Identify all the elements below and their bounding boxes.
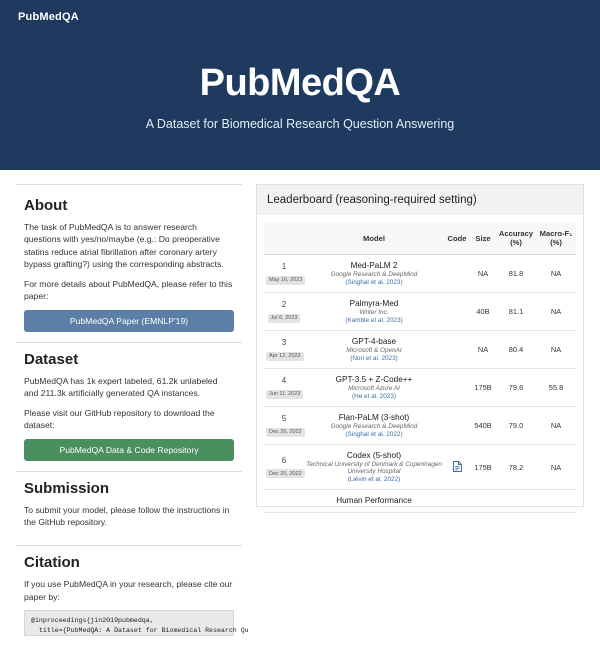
model-cell [304, 407, 444, 445]
column-header-accuracy: Accuracy (%) [496, 222, 536, 255]
submission-date-badge: Apr 12, 2023 [266, 352, 304, 361]
code-document-icon[interactable] [453, 461, 462, 474]
macro-f1-cell: NA [536, 331, 576, 369]
model-cell [304, 369, 444, 407]
repository-link-button[interactable]: PubMedQA Data & Code Repository [24, 439, 234, 461]
table-row [264, 331, 576, 369]
dataset-heading: Dataset [24, 350, 79, 368]
model-cell [304, 445, 444, 490]
model-cell [304, 331, 444, 369]
code-cell[interactable] [444, 445, 470, 490]
model-name: GPT-4-base [351, 337, 397, 346]
model-name: GPT-3.5 + Z-Code++ [335, 375, 413, 384]
model-citation-link[interactable]: (Nori et al. 2023) [350, 355, 398, 362]
citation-section [16, 546, 249, 646]
code-cell [444, 490, 470, 513]
accuracy-cell: 81.8 [496, 255, 536, 293]
table-row [264, 369, 576, 407]
model-cell [304, 490, 444, 513]
model-name: Human Performance [336, 496, 412, 505]
accuracy-cell [496, 490, 536, 513]
model-cell [304, 255, 444, 293]
dataset-paragraph-2: Please visit our GitHub repository to download the dataset: [24, 407, 215, 431]
citation-bibtex-block[interactable]: @inproceedings{jin2019pubmedqa, title={PubMedQA: A Dataset for Biomedical Research Qu [24, 610, 234, 636]
rank-cell [264, 255, 304, 293]
submission-date-badge: Dec 20, 2022 [266, 469, 305, 478]
model-citation-link[interactable]: (Singhal et al. 2023) [345, 279, 403, 286]
about-paragraph-1: The task of PubMedQA is to answer research questions with yes/no/maybe (e.g.: Do preoperative statins reduce atrial fibrillation after coronary artery bypass grafting?) using the corresponding abstracts. [24, 222, 224, 270]
model-name: Palmyra-Med [349, 299, 399, 308]
submission-paragraph-1: To submit your model, please follow the instructions in the GitHub repository. [24, 504, 230, 527]
size-cell: 175B [470, 369, 496, 407]
submission-date-badge: Jun 11, 2023 [266, 390, 303, 399]
macro-f1-cell [536, 490, 576, 513]
macro-f1-cell: NA [536, 407, 576, 445]
column-header-size: Size [470, 222, 496, 255]
leaderboard-heading: Leaderboard (reasoning-required setting) [256, 184, 584, 215]
about-heading: About [24, 197, 68, 214]
size-cell: NA [470, 331, 496, 369]
table-header-row [264, 222, 576, 255]
page-title: PubMedQA [199, 61, 401, 104]
rank-cell [264, 293, 304, 331]
dataset-paragraph-1: PubMedQA has 1k expert labeled, 61.2k unlabeled and 211.3k artificially generated QA instances. [24, 375, 218, 399]
code-cell [444, 255, 470, 293]
model-organization: Microsoft Azure AI [348, 385, 400, 392]
code-cell [444, 369, 470, 407]
table-row [264, 445, 576, 490]
leaderboard-panel [256, 184, 584, 505]
size-cell: 175B [470, 445, 496, 490]
column-header-macro-f1: Macro-F₁ (%) [536, 222, 576, 255]
about-section [16, 184, 242, 343]
citation-heading: Citation [24, 554, 80, 572]
main-content [0, 170, 600, 635]
submission-section [16, 472, 242, 547]
table-row [264, 293, 576, 331]
rank-number: 5 [281, 414, 287, 424]
rank-cell [264, 407, 304, 445]
accuracy-cell: 79.6 [496, 369, 536, 407]
paper-link-button[interactable]: PubMedQA Paper (EMNLP'19) [24, 310, 234, 332]
size-cell: NA [470, 255, 496, 293]
size-cell [470, 490, 496, 513]
model-organization: Google Research & DeepMind [330, 271, 418, 278]
rank-cell [264, 331, 304, 369]
submission-heading: Submission [24, 479, 110, 497]
model-organization: Google Research & DeepMind [330, 423, 418, 430]
top-navbar [0, 0, 600, 34]
model-organization: Microsoft & OpenAI [346, 347, 402, 354]
table-row [264, 255, 576, 293]
model-citation-link[interactable]: (Liévin et al. 2022) [347, 476, 401, 483]
rank-cell [264, 445, 304, 490]
site-brand[interactable]: PubMedQA [18, 11, 79, 23]
column-header-model: Model [304, 222, 444, 255]
model-cell [304, 293, 444, 331]
model-citation-link[interactable]: (Kamble et al. 2023) [345, 317, 403, 324]
accuracy-cell: 80.4 [496, 331, 536, 369]
macro-f1-cell: 55.8 [536, 369, 576, 407]
rank-number: 1 [281, 262, 287, 272]
model-name: Flan-PaLM (3-shot) [338, 413, 410, 422]
leaderboard-scroll-area[interactable] [256, 215, 584, 507]
column-header-code: Code [444, 222, 470, 255]
code-cell [444, 407, 470, 445]
accuracy-cell: 81.1 [496, 293, 536, 331]
rank-number: 4 [281, 376, 287, 386]
rank-cell [264, 490, 304, 513]
leaderboard-table [264, 222, 576, 513]
rank-number: 3 [281, 338, 287, 348]
macro-f1-cell: NA [536, 255, 576, 293]
code-cell [444, 331, 470, 369]
citation-paragraph-1: If you use PubMedQA in your research, please cite our paper by: [24, 579, 233, 602]
rank-cell [264, 369, 304, 407]
page-subtitle: A Dataset for Biomedical Research Question Answering [145, 116, 455, 131]
about-paragraph-2: For more details about PubMedQA, please refer to this paper: [24, 278, 233, 302]
model-organization: Writer Inc. [359, 309, 389, 316]
size-cell: 40B [470, 293, 496, 331]
model-citation-link[interactable]: (He et al. 2023) [351, 393, 397, 400]
model-name: Codex (5-shot) [346, 451, 402, 460]
macro-f1-cell: NA [536, 445, 576, 490]
code-cell [444, 293, 470, 331]
accuracy-cell: 79.0 [496, 407, 536, 445]
table-row [264, 490, 576, 513]
table-row [264, 407, 576, 445]
submission-date-badge: Dec 26, 2022 [266, 428, 305, 437]
rank-number: 2 [281, 300, 287, 310]
macro-f1-cell: NA [536, 293, 576, 331]
size-cell: 540B [470, 407, 496, 445]
rank-number: 6 [281, 455, 287, 465]
dataset-section [16, 343, 242, 472]
submission-date-badge: Jul 6, 2023 [268, 314, 301, 323]
accuracy-cell: 78.2 [496, 445, 536, 490]
model-citation-link[interactable]: (Singhal et al. 2022) [345, 431, 403, 438]
column-header-rank [264, 222, 304, 255]
hero-banner [0, 34, 600, 170]
submission-date-badge: May 16, 2023 [266, 276, 305, 285]
model-name: Med-PaLM 2 [350, 261, 398, 270]
model-organization: Technical University of Denmark & Copenhagen University Hospital [306, 461, 442, 475]
info-sidebar [16, 184, 249, 635]
